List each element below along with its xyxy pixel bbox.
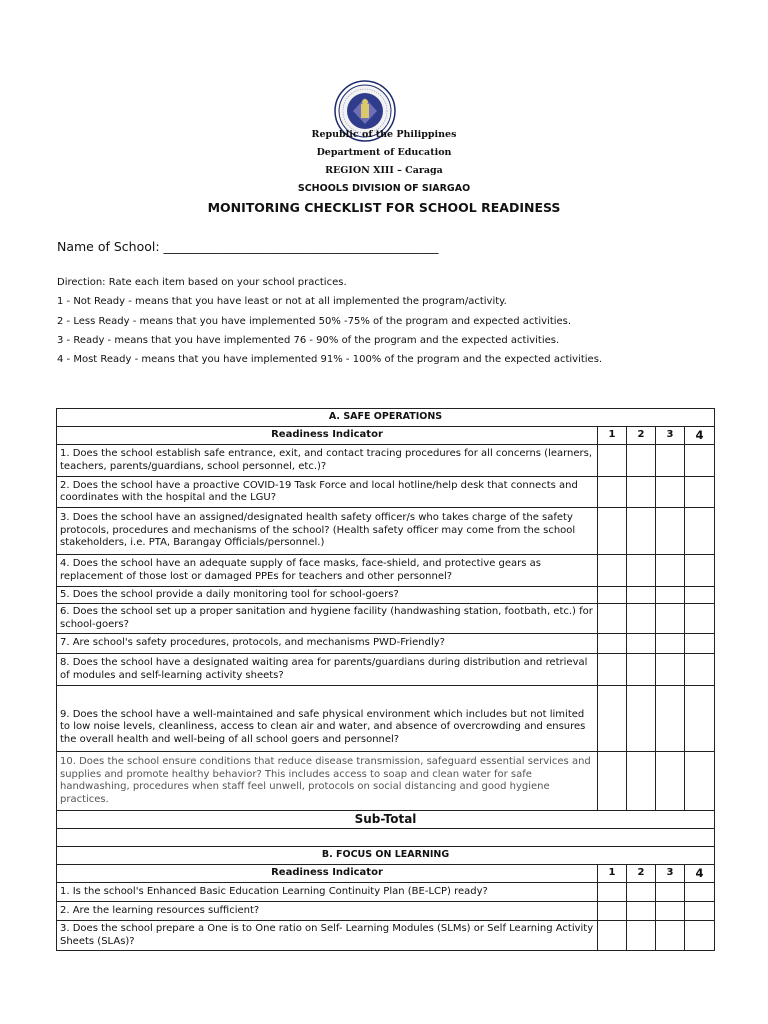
rating-cell[interactable] [598, 883, 627, 902]
rating-cell[interactable] [627, 604, 656, 634]
indicator-a3: 3. Does the school have an assigned/designated health safety officer/s who takes charge of the safety protocols, procedures and mechanisms of the school? (Health safety officer may come from the school stakeholders, i.e. PTA, Barangay Officials/personnel.) [57, 508, 598, 555]
rating-cell[interactable] [598, 604, 627, 634]
section-b-header-row [57, 847, 715, 865]
rating-cell[interactable] [598, 752, 627, 811]
region-heading: REGION XIII – Caraga [325, 165, 443, 176]
rating-cell[interactable] [627, 555, 656, 587]
rating-cell[interactable] [685, 477, 715, 508]
rating-legend-2: 2 - Less Ready - means that you have implemented 50% -75% of the program and expected activities. [57, 316, 572, 327]
spacer-row [57, 829, 715, 847]
column-header-row [57, 865, 715, 883]
indicator-a5: 5. Does the school provide a daily monitoring tool for school-goers? [57, 587, 598, 604]
rating-cell[interactable] [685, 686, 715, 752]
section-a-header-row [57, 409, 715, 427]
rating-cell[interactable] [598, 634, 627, 654]
rating-cell[interactable] [656, 508, 685, 555]
blank-cell [57, 829, 715, 847]
republic-heading: Republic of the Philippines [311, 129, 457, 140]
checklist-table [56, 408, 715, 951]
rating-cell[interactable] [598, 921, 627, 951]
table-row [57, 555, 715, 587]
rating-cell[interactable] [627, 686, 656, 752]
table-row [57, 508, 715, 555]
rating-cell[interactable] [598, 587, 627, 604]
table-row [57, 921, 715, 951]
rating-cell[interactable] [627, 921, 656, 951]
rating-cell[interactable] [685, 921, 715, 951]
rating-cell[interactable] [598, 445, 627, 477]
rating-header-3: 3 [656, 865, 685, 883]
readiness-indicator-header: Readiness Indicator [57, 865, 598, 883]
rating-cell[interactable] [627, 477, 656, 508]
column-header-row [57, 427, 715, 445]
rating-cell[interactable] [598, 654, 627, 686]
indicator-b2: 2. Are the learning resources sufficient? [57, 902, 598, 921]
table-row [57, 477, 715, 508]
rating-cell[interactable] [685, 445, 715, 477]
rating-cell[interactable] [685, 654, 715, 686]
rating-cell[interactable] [656, 555, 685, 587]
indicator-b1: 1. Is the school's Enhanced Basic Education Learning Continuity Plan (BE-LCP) ready? [57, 883, 598, 902]
rating-cell[interactable] [598, 902, 627, 921]
table-row [57, 634, 715, 654]
section-a-title: A. SAFE OPERATIONS [57, 409, 715, 427]
direction-text: Direction: Rate each item based on your school practices. [57, 277, 347, 288]
rating-cell[interactable] [627, 634, 656, 654]
document-title: MONITORING CHECKLIST FOR SCHOOL READINESS [207, 200, 561, 215]
rating-cell[interactable] [627, 902, 656, 921]
rating-cell[interactable] [656, 634, 685, 654]
indicator-a7: 7. Are school's safety procedures, protocols, and mechanisms PWD-Friendly? [57, 634, 598, 654]
table-row [57, 902, 715, 921]
rating-cell[interactable] [656, 477, 685, 508]
rating-cell[interactable] [656, 921, 685, 951]
rating-cell[interactable] [656, 686, 685, 752]
rating-header-4: 4 [685, 865, 715, 883]
table-row [57, 587, 715, 604]
rating-legend-3: 3 - Ready - means that you have implemented 76 - 90% of the program and the expected activities. [57, 335, 560, 346]
school-name-field[interactable]: Name of School: ____________________________________________ [57, 239, 439, 254]
rating-cell[interactable] [598, 477, 627, 508]
rating-cell[interactable] [685, 634, 715, 654]
subtotal-label: Sub-Total [57, 811, 715, 829]
rating-cell[interactable] [656, 883, 685, 902]
rating-cell[interactable] [627, 445, 656, 477]
indicator-a2: 2. Does the school have a proactive COVID-19 Task Force and local hotline/help desk that connects and coordinates with the hospital and the LGU? [57, 477, 598, 508]
rating-cell[interactable] [656, 587, 685, 604]
division-heading: SCHOOLS DIVISION OF SIARGAO [297, 183, 471, 194]
table-row [57, 654, 715, 686]
rating-cell[interactable] [656, 752, 685, 811]
rating-cell[interactable] [656, 604, 685, 634]
indicator-a1: 1. Does the school establish safe entrance, exit, and contact tracing procedures for all concerns (learners, teachers, parents/guardians, school personnel, etc.)? [57, 445, 598, 477]
rating-cell[interactable] [656, 445, 685, 477]
rating-legend-4: 4 - Most Ready - means that you have implemented 91% - 100% of the program and the expected activities. [57, 354, 603, 365]
table-row [57, 604, 715, 634]
department-heading: Department of Education [316, 147, 452, 158]
table-row [57, 883, 715, 902]
indicator-a10: 10. Does the school ensure conditions that reduce disease transmission, safeguard essential services and supplies and promote healthy behavior? This includes access to soap and clean water for safe handwashing, procedures when staff feel unwell, protocols on social distancing and good hygiene practices. [57, 752, 598, 811]
rating-cell[interactable] [685, 604, 715, 634]
rating-header-3: 3 [656, 427, 685, 445]
rating-cell[interactable] [627, 587, 656, 604]
indicator-a9: 9. Does the school have a well-maintained and safe physical environment which includes but not limited to low noise levels, cleanliness, access to clean air and water, and absence of overcrowding and ensures the overall health and well-being of all school goers and personnel? [57, 686, 598, 752]
rating-cell[interactable] [685, 752, 715, 811]
rating-cell[interactable] [627, 654, 656, 686]
rating-cell[interactable] [598, 508, 627, 555]
table-row [57, 445, 715, 477]
subtotal-row [57, 811, 715, 829]
rating-legend-1: 1 - Not Ready - means that you have least or not at all implemented the program/activity. [57, 296, 507, 307]
rating-cell[interactable] [598, 555, 627, 587]
rating-cell[interactable] [627, 883, 656, 902]
rating-cell[interactable] [656, 654, 685, 686]
rating-cell[interactable] [685, 555, 715, 587]
rating-header-1: 1 [598, 865, 627, 883]
rating-header-1: 1 [598, 427, 627, 445]
rating-cell[interactable] [656, 902, 685, 921]
indicator-a6: 6. Does the school set up a proper sanitation and hygiene facility (handwashing station, footbath, etc.) for school-goers? [57, 604, 598, 634]
rating-cell[interactable] [598, 686, 627, 752]
indicator-b3: 3. Does the school prepare a One is to One ratio on Self- Learning Modules (SLMs) or Self Learning Activity Sheets (SLAs)? [57, 921, 598, 951]
indicator-a8: 8. Does the school have a designated waiting area for parents/guardians during distribution and retrieval of modules and self-learning activity sheets? [57, 654, 598, 686]
indicator-a4: 4. Does the school have an adequate supply of face masks, face-shield, and protective gears as replacement of those lost or damaged PPEs for teachers and other personnel? [57, 555, 598, 587]
section-b-title: B. FOCUS ON LEARNING [57, 847, 715, 865]
readiness-indicator-header: Readiness Indicator [57, 427, 598, 445]
table-row [57, 752, 715, 811]
table-row [57, 686, 715, 752]
rating-cell[interactable] [685, 508, 715, 555]
rating-header-2: 2 [627, 865, 656, 883]
rating-header-2: 2 [627, 427, 656, 445]
rating-cell[interactable] [685, 902, 715, 921]
rating-cell[interactable] [627, 752, 656, 811]
rating-cell[interactable] [627, 508, 656, 555]
rating-cell[interactable] [685, 883, 715, 902]
rating-header-4: 4 [685, 427, 715, 445]
rating-cell[interactable] [685, 587, 715, 604]
